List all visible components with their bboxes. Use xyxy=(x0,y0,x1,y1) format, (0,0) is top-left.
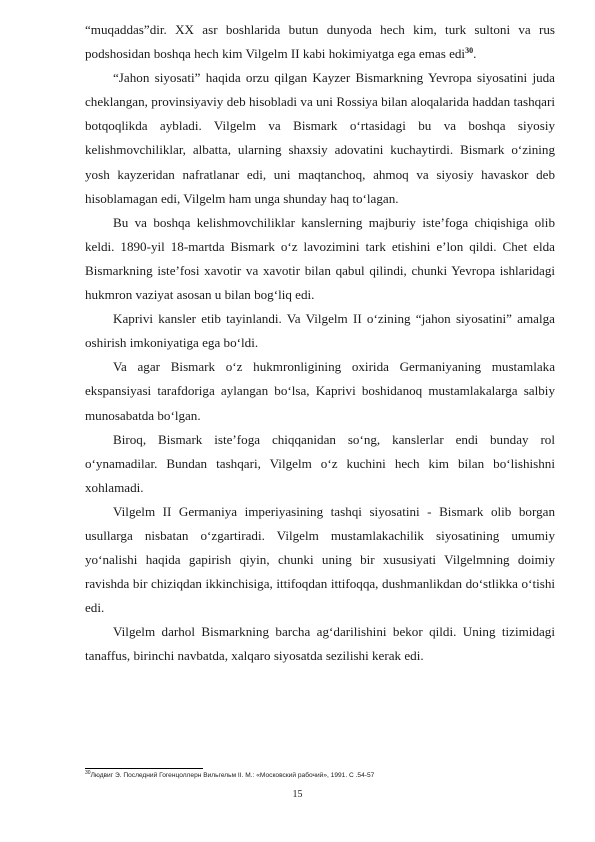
paragraph-5: Va agar Bismark o‘z hukmronligining oxirida Germaniyaning mustamlaka ekspansiyasi tarafdoriga aylangan bo‘lsa, Kaprivi boshidanoq mustamlakalarga salbiy munosabatda bo‘lgan. xyxy=(85,359,555,423)
paragraph-2: “Jahon siyosati” haqida orzu qilgan Kayzer Bismarkning Yevropa siyosatini juda cheklangan, provinsiyaviy deb hisobladi va uni Rossiya bilan aloqalarida haddan tashqari botqoqlikda aybladi. Vilgelm va Bismark o‘rtasidagi bu va boshqa siyosiy kelishmovchiliklar, albatta, ularning shaxsiy adovatini kuchaytirdi. Bismark o‘zining yosh kayzeridan nafratlanar edi, uni maqtanchoq, ahmoq va siyosiy havaskor deb hisoblamagan edi, Vilgelm ham unga shunday haq to‘lagan. xyxy=(85,70,555,206)
footnote-text: Людвиг Э. Последний Гогенцоллерн Вильгельм II. М.: «Московский рабочий», 1991. С .54-57 xyxy=(90,772,375,779)
page-number: 15 xyxy=(292,789,303,800)
paragraph-7: Vilgelm II Germaniya imperiyasining tashqi siyosatini - Bismark olib borgan usullarga nisbatan o‘zgartiradi. Vilgelm mustamlakachilik siyosatining umumiy yo‘nalishi haqida gapirish qiyin, chunki uning bir xususiyati Vilgelmning doimiy ravishda bir chiziqdan ikkinchisiga, ittifoqdan ittifoqqa, dushmanlikdan do‘stlikka o‘tishi edi. xyxy=(85,503,555,616)
paragraph-8: Vilgelm darhol Bismarkning barcha ag‘darilishini bekor qildi. Uning tizimidagi tanaffus, birinchi navbatda, xalqaro siyosatda sezilishi kerak edi. xyxy=(85,624,555,664)
paragraph-4: Kaprivi kansler etib tayinlandi. Va Vilgelm II o‘zining “jahon siyosatini” amalga oshirish imkoniyatiga ega bo‘ldi. xyxy=(85,311,555,351)
paragraph-3: Bu va boshqa kelishmovchiliklar kanslerning majburiy iste’foga chiqishiga olib keldi. 1890-yil 18-martda Bismark o‘z lavozimini tark etishini e’lon qildi. Chet elda Bismarkning iste’fosi xavotir va xavotir bilan qabul qilindi, chunki Yevropa ishlaridagi hukmron vaziyat asosan u bilan bog‘liq edi. xyxy=(85,214,555,303)
footnote-number: 30 xyxy=(85,770,91,776)
footnote xyxy=(85,771,555,780)
paragraph-end-punctuation: . xyxy=(473,46,477,62)
footnote-reference[interactable]: 30 xyxy=(465,46,474,56)
paragraph-6: Biroq, Bismark iste’foga chiqqanidan so‘ng, kanslerlar endi bunday rol o‘ynamadilar. Bundan tashqari, Vilgelm o‘z kuchini hech kim bilan bo‘lishishni xohlamadi. xyxy=(85,431,555,495)
footnote-divider xyxy=(85,768,203,769)
paragraph-text: “muqaddas”dir. XX asr boshlarida butun dunyoda hech kim, turk sultoni va rus podshosidan boshqa hech kim Vilgelm II kabi hokimiyatga ega emas edi xyxy=(85,22,555,62)
page-body xyxy=(85,18,555,669)
paragraph-1 xyxy=(85,18,555,66)
